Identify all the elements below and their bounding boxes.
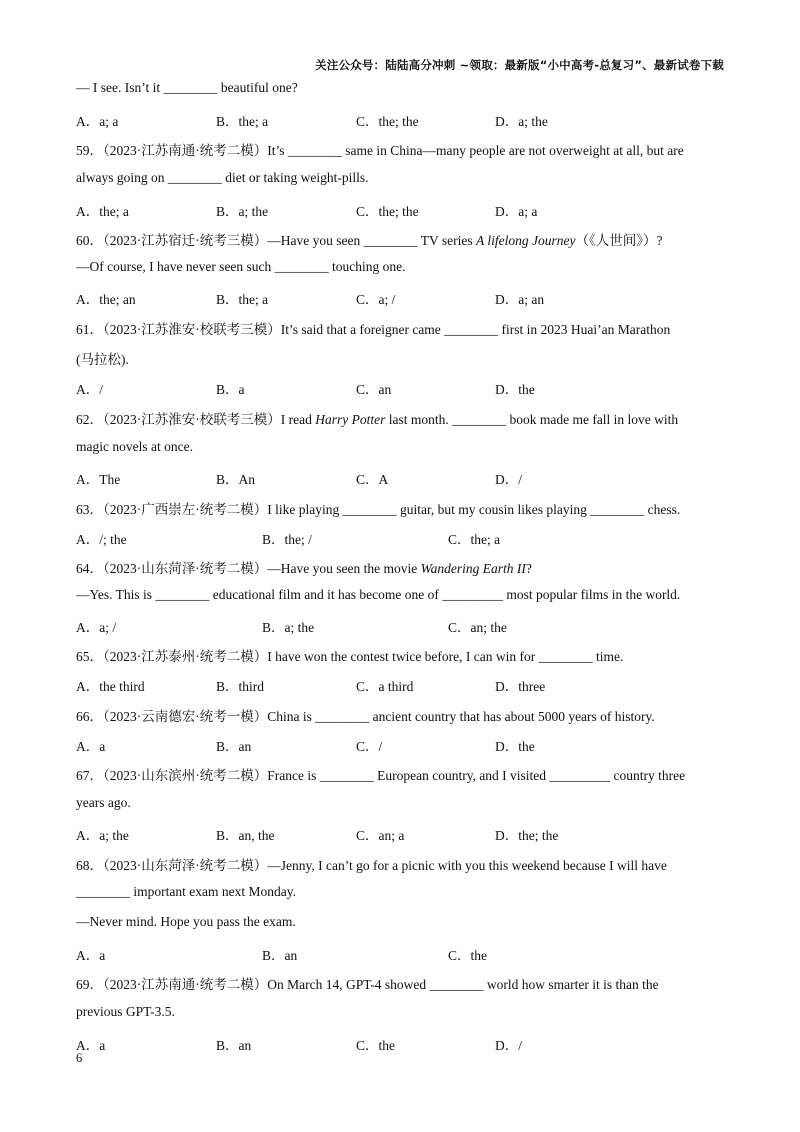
option-d: D．/ [495,472,522,487]
option-a: A．the; an [76,292,136,307]
question-68-cont: ________ important exam next Monday. [76,884,296,899]
option-c: C．the [448,948,487,963]
option-b: B．a; the [262,620,315,635]
question-64 [76,557,532,577]
question-62-cont: magic novels at once. [76,439,193,454]
question-64-text: 64．（2023·山东菏泽·统考二模）—Have you seen the movie [76,561,421,576]
question-60-tail: （《人世间》）? [575,233,663,248]
series-title: A lifelong Journey [475,233,576,248]
question-69: 69．（2023·江苏南通·统考二模）On March 14, GPT-4 showed ________ world how smarter it is than the [76,977,659,992]
option-c: C．an; the [448,620,507,635]
option-c: C．an; a [356,828,405,843]
option-c: C．an [356,382,392,397]
option-b: B．an [216,739,252,754]
option-d: D．a; a [495,204,538,219]
page-header: 关注公众号：陆陆高分冲刺 ~领取：最新版“小中高考-总复习”、最新试卷下载 [315,58,724,72]
option-c: C．a third [356,679,414,694]
question-67: 67．（2023·山东滨州·统考二模）France is ________ European country, and I visited _________ country three [76,768,686,783]
question-carry-line: — I see. Isn’t it ________ beautiful one? [76,80,298,95]
option-d: D．the [495,382,535,397]
question-64-cont: —Yes. This is ________ educational film and it has become one of _________ most popular films in the world. [76,587,681,602]
option-c: C．the; the [356,114,419,129]
option-b: B．the; a [216,114,269,129]
question-69-cont: previous GPT-3.5. [76,1004,175,1019]
option-c: C．/ [356,739,383,754]
question-64-tail: ? [525,561,532,576]
question-67-cont: years ago. [76,795,131,810]
question-68: 68．（2023·山东菏泽·统考二模）—Jenny, I can’t go for a picnic with you this weekend because I will have [76,858,667,873]
option-c: C．A [356,472,389,487]
option-c: C．the [356,1038,395,1053]
option-d: D．a; the [495,114,548,129]
question-63: 63．（2023·广西崇左·统考二模）I like playing ________ guitar, but my cousin likes playing ________ chess. [76,502,681,517]
question-68-reply: —Never mind. Hope you pass the exam. [76,914,296,929]
question-59: 59．（2023·江苏南通·统考二模）It’s ________ same in China—many people are not overweight at all, but are [76,143,684,158]
option-b: B．third [216,679,265,694]
option-d: D．the; the [495,828,559,843]
question-66: 66．（2023·云南德宏·统考一模）China is ________ ancient country that has about 5000 years of history. [76,709,655,724]
movie-title: Wandering Earth II [420,561,526,576]
question-59-cont: always going on ________ diet or taking weight-pills. [76,170,369,185]
option-a: A．the; a [76,204,129,219]
option-a: A．a [76,739,106,754]
question-60 [76,229,662,249]
option-d: D．a; an [495,292,545,307]
option-b: B．an, the [216,828,275,843]
option-a: A．/ [76,382,103,397]
option-d: D．the [495,739,535,754]
option-a: A．a; the [76,828,129,843]
option-a: A．/; the [76,532,127,547]
option-a: A．a; a [76,114,119,129]
question-60-text: 60．（2023·江苏宿迁·统考三模）—Have you seen ________ TV series [76,233,476,248]
question-65: 65．（2023·江苏泰州·统考二模）I have won the contest twice before, I can win for ________ time. [76,649,624,664]
question-62-text: 62．（2023·江苏淮安·校联考三模）I read [76,412,316,427]
option-d: D．/ [495,1038,522,1053]
option-a: A．The [76,472,121,487]
option-b: B．a; the [216,204,269,219]
option-d: D．three [495,679,546,694]
option-c: C．a; / [356,292,396,307]
option-c: C．the; a [448,532,501,547]
book-title: Harry Potter [315,412,386,427]
question-61: 61．（2023·江苏淮安·校联考三模）It’s said that a foreigner came ________ first in 2023 Huai’an Marathon [76,322,671,337]
question-62 [76,408,678,428]
question-62-tail: last month. ________ book made me fall in love with [385,412,679,427]
question-61-cont: (马拉松). [76,352,129,367]
option-b: B．an [216,1038,252,1053]
option-b: B．a [216,382,245,397]
question-60-cont: —Of course, I have never seen such ________ touching one. [76,259,406,274]
page-number: 6 [76,1051,83,1065]
option-a: A．the third [76,679,145,694]
option-a: A．a; / [76,620,117,635]
option-b: B．the; a [216,292,269,307]
option-b: B．the; / [262,532,312,547]
option-b: B．an [262,948,298,963]
option-a: A．a [76,1038,106,1053]
option-b: B．An [216,472,256,487]
option-a: A．a [76,948,106,963]
option-c: C．the; the [356,204,419,219]
